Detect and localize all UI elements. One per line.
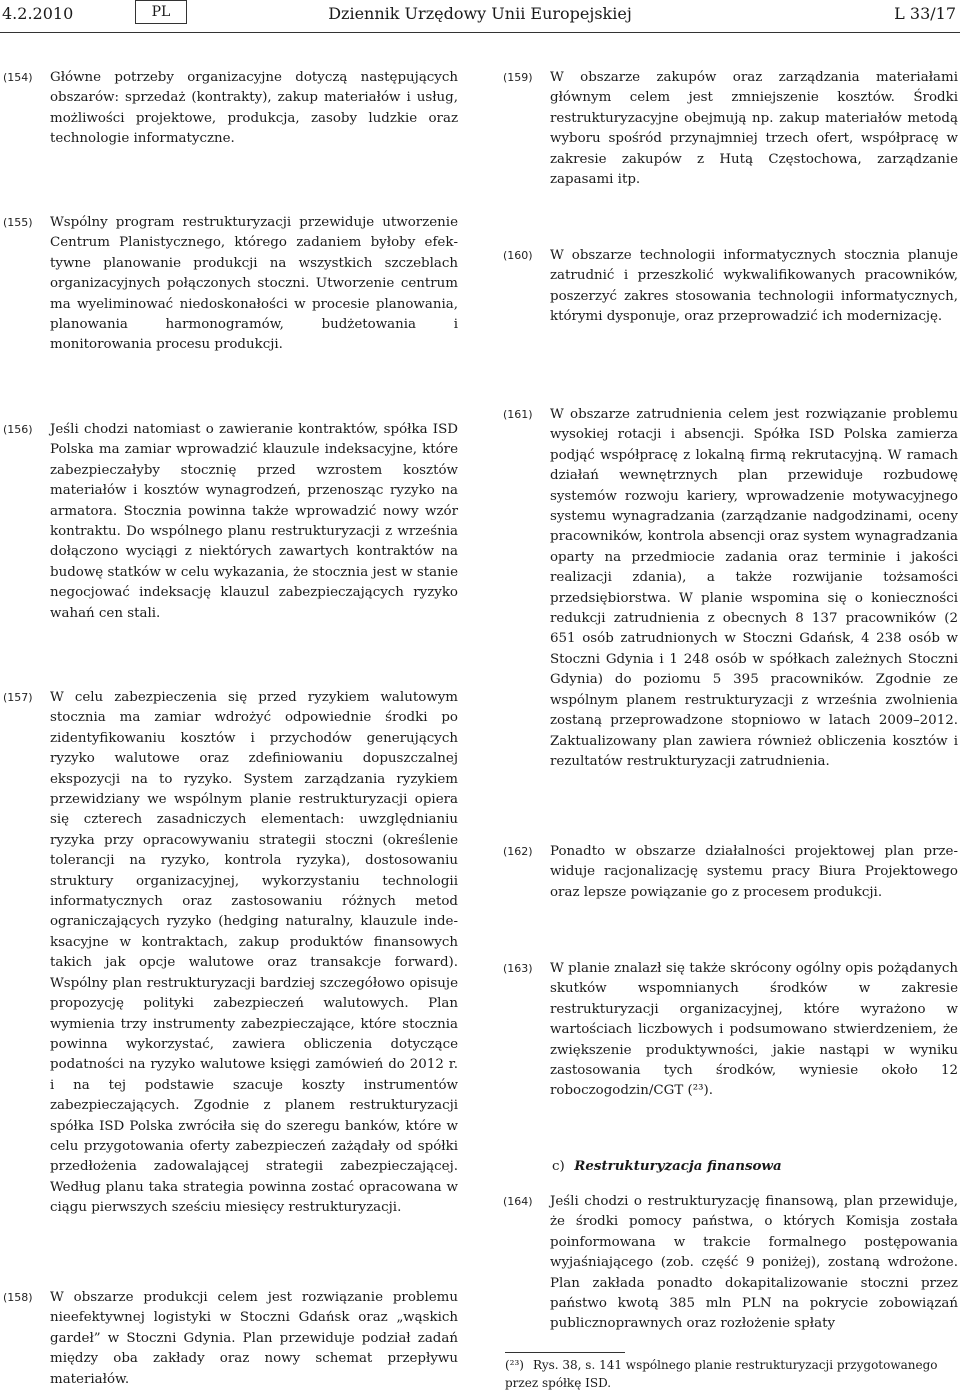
footnote — [505, 1356, 960, 1392]
paragraph-text: Ponadto w obszarze działalności projektowej plan przewiduje racjonalizację systemu pracy Biura Projektowego oraz lepsze powiązanie go z procesem produkcji. — [550, 844, 958, 900]
subheading-letter: c) — [552, 1159, 565, 1174]
paragraph-text: W obszarze technologii informatycznych stocznia planuje zatrudnić i przeszkolić wykwalifikowanych pracowników, poszerzyć zakres stosowania technologii informatycznych, którymi dysponuje, oraz przeprowadzić ich modernizację. — [550, 248, 958, 325]
paragraph-text: W planie znalazł się także skrócony ogólny opis pożądanych skutków wspomnianych środków w zakresie restrukturyzacji organizacyjnej, które wyrażono w wartościach liczbowych i podsumowano stwierdzeniem, że zwiększenie produktywności, jakie nastąpi w wyniku zastosowania tych środków, wyniesie około 12 roboczogodzin/CGT (²³). — [550, 961, 958, 1099]
footnote-ref: (²³) — [505, 1358, 524, 1372]
paragraph-text: W obszarze zakupów oraz zarządzania materiałami głównym celem jest zmniejszenie kosztów. Środki restrukturyzacyjne obejmują np. zakup materiałów metodą wyboru spośród przynajmniej trzech ofert, współpracę w zakresie zakupów z Hutą Częstochowa, zarządzanie zapasami itp. — [550, 70, 958, 188]
header-rule — [0, 32, 960, 33]
paragraph-163 — [503, 959, 958, 1102]
paragraph-156 — [3, 420, 458, 624]
language-box: PL — [135, 0, 187, 24]
paragraph-157 — [3, 688, 458, 1219]
paragraph-number: (163) — [503, 962, 533, 975]
paragraph-number: (155) — [3, 216, 33, 229]
page-number: L 33/17 — [894, 4, 956, 23]
paragraph-number: (162) — [503, 845, 533, 858]
journal-title: Dziennik Urzędowy Unii Europejskiej — [328, 4, 632, 23]
paragraph-text: Jeśli chodzi o restrukturyzację finansową, plan przewiduje, że środki pomocy państwa, o których Komisja została poinformowana w trakcie formalnego postępowania wyjaśniającego (zob. część 9 poniżej), zostaną wdrożone. Plan zakłada ponadto dokapitalizowanie stoczni przez państwo kwotą 385 mln PLN na pokrycie zobowiązań publicznoprawnych oraz rozłożenie spłaty — [550, 1194, 958, 1332]
paragraph-text: W celu zabezpieczenia się przed ryzykiem walutowym stocznia ma zamiar wdrożyć odpowiednie środki po zidentyfikowaniu kosztów i przychodów generujących ryzyko walutowe oraz zdefiniowaniu dopuszczalnej ekspozycji na to ryzyko. System zarządzania ryzykiem przewidziany we wspólnym planie restrukturyzacji opiera się czterech zasadniczych elementach: uwzględnianiu ryzyka przy opracowywaniu strategii stoczni (określenie tolerancji na ryzyko, kontrola ryzyka), dostosowaniu struktury organizacyjnej, wykorzystaniu technologii informatycznych oraz zastosowaniu różnych metod ograniczających ryzyko (hedging naturalny, klauzule indeksacyjne w kontraktach, zakup produktów finansowych takich jak opcje walutowe oraz transakcje forward). Wspólny plan restrukturyzacji bardziej szczegółowo opisuje propozycję polityki zabezpieczeń walutowych. Plan wymienia trzy instrumenty zabezpieczające, które stocznia powinna wykorzystać, zawiera obliczenia dotyczące podatności na ryzyko walutowe księgi zamówień do 2012 r. i na tej podstawie szacuje koszty instrumentów zabezpieczających. Zgodnie z planem restrukturyzacji spółka ISD Polska zwróciła się do szeregu banków, które w celu przygotowania oferty zabezpieczeń zażądały od spółki przedłożenia zadowalającej strategii zabezpieczającej. Według planu taka strategia powinna zostać opracowana w ciągu pierwszych sześciu miesięcy restrukturyzacji. — [50, 690, 458, 1216]
paragraph-number: (164) — [503, 1195, 533, 1208]
paragraph-155 — [3, 213, 458, 356]
paragraph-number: (160) — [503, 249, 533, 262]
paragraph-number: (154) — [3, 71, 33, 84]
paragraph-number: (158) — [3, 1291, 33, 1304]
paragraph-text: W obszarze zatrudnienia celem jest rozwiązanie problemu wysokiej rotacji i absencji. Spółka ISD Polska zamierza podjąć współpracę z lokalną firmą rekrutacyjną. W ramach działań wewnętrznych plan przewiduje rozbudowę systemów rozwoju kariery, wprowadzenie motywacyjnego systemu wynagradzania (zarządzanie nadgodzinami, oceny pracowników, kontrola absencji oraz system wynagradzania oparty na przedmiocie zadania oraz terminie i jakości realizacji zdania), a także rozwijanie tożsamości przedsiębiorstwa. W planie wspomina się o konieczności redukcji zatrudnienia z obecnych 8 137 pracowników (2 651 osób zatrudnionych w Stoczni Gdańsk, 4 238 osób w Stoczni Gdynia i 1 248 osób w spółkach zależnych Stoczni Gdynia) do poziomu 5 395 pracowników. Zgodnie ze wspólnym planem restrukturyzacji z września zwolnienia zostaną przeprowadzone stopniowo w latach 2009–2012. Zaktualizowany plan zawiera również obliczenia kosztów i rezultatów restrukturyzacji zatrudnienia. — [550, 407, 958, 769]
page-header — [0, 0, 960, 36]
paragraph-text: Jeśli chodzi natomiast o zawieranie kontraktów, spółka ISD Polska ma zamiar wprowadzić klauzule indeksacyjne, które zabezpieczałyby stocznię przed wzrostem kosztów materiałów i kosztów wynagrodzeń, przenosząc ryzyko na armatora. Stocznia powinna także wprowadzić nowy wzór kontraktu. Do wspólnego planu restrukturyzacji z września dołączono wyciągi z niektórych zawartych kontraktów na budowę statków w celu wykazania, że stocznia jest w stanie negocjować indeksację klauzul zabezpieczających ryzyko wahań cen stali. — [50, 422, 458, 621]
paragraph-number: (156) — [3, 423, 33, 436]
paragraph-160 — [503, 246, 958, 328]
section-subheading — [552, 1156, 952, 1177]
paragraph-number: (157) — [3, 691, 33, 704]
header-date: 4.2.2010 — [2, 4, 74, 23]
footnote-text: Rys. 38, s. 141 wspólnego planie restrukturyzacji przygotowanego przez spółkę ISD. — [505, 1358, 938, 1390]
paragraph-text: W obszarze produkcji celem jest rozwiązanie problemu nieefektywnej logistyki w Stoczni Gdańsk oraz „wąskich gardeł” w Stoczni Gdynia. Plan przewiduje podział zadań między oba zakłady oraz nowy schemat przepływu materiałów. — [50, 1290, 458, 1387]
paragraph-164 — [503, 1192, 958, 1335]
paragraph-text: Główne potrzeby organizacyjne dotyczą następujących obszarów: sprzedaż (kontrakty), zakup materiałów i usług, możliwości projektowe, produkcja, zasoby ludzkie oraz technologie informatyczne. — [50, 70, 458, 147]
paragraph-154 — [3, 68, 458, 150]
paragraph-text: Wspólny program restrukturyzacji przewiduje utworzenie Centrum Planistycznego, którego zadaniem byłoby efektywne planowanie produkcji na wszystkich szczeblach organizacyjnych połączonych stoczni. Utworzenie centrum ma wyeliminować niedoskonałości w procesie planowania, planowania harmonogramów, budżetowania i monitorowania procesu produkcji. — [50, 215, 458, 353]
paragraph-158 — [3, 1288, 458, 1390]
paragraph-number: (159) — [503, 71, 533, 84]
paragraph-161 — [503, 405, 958, 772]
subheading-title: Restrukturyzacja finansowa — [574, 1158, 782, 1174]
paragraph-number: (161) — [503, 408, 533, 421]
paragraph-159 — [503, 68, 958, 190]
footnote-rule — [505, 1352, 625, 1353]
paragraph-162 — [503, 842, 958, 903]
